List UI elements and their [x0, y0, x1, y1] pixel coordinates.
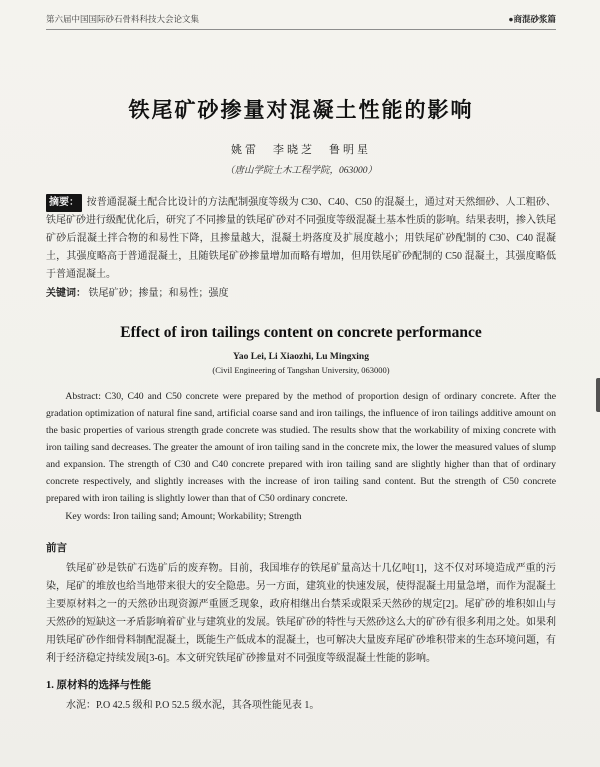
running-head-right: ●商混砂浆篇	[508, 14, 556, 24]
english-title: Effect of iron tailings content on concrete performance	[120, 324, 482, 341]
abstract-label: 摘要：	[46, 194, 82, 212]
affiliation-line: （唐山学院土木工程学院，063000）	[224, 166, 377, 176]
section-body-materials: 水泥：P.O 42.5 级和 P.O 52.5 级水泥，其各项性能见表 1。	[66, 700, 320, 711]
keywords-line	[46, 285, 556, 303]
section-heading-intro: 前言	[46, 543, 67, 554]
scan-artifact	[596, 378, 600, 412]
english-keywords: Key words: Iron tailing sand; Amount; Workability; Strength	[65, 511, 302, 522]
english-affiliation: (Civil Engineering of Tangshan University, 063000)	[212, 365, 390, 375]
english-abstract: Abstract: C30, C40 and C50 concrete were prepared by the method of proportion design of ordinary concrete. After the gradation optimization of natural fine sand, artificial coarse sand and iron tailings, the influence of iron tailings additive amount on the basic properties of various strength grade concrete was studied. The results show that the workability of mixing concrete with iron tailing sand decreases. The greater the amount of iron tailing sand in the concrete mix, the lower the measured values of slump and expansion. The strength of C30 and C40 concrete prepared with iron tailing sand are slightly higher than that of ordinary concrete respectively, and slightly increases with the increase of iron tailing sand content. But the strength of C50 concrete prepared with iron tailing is slightly lower than that of C50 ordinary concrete.	[46, 391, 556, 504]
article-title: 铁尾矿砂掺量对混凝土性能的影响	[128, 98, 474, 122]
section-heading-materials: 1. 原材料的选择与性能	[46, 680, 151, 691]
abstract-text: 按普通混凝土配合比设计的方法配制强度等级为 C30、C40、C50 的混凝土，通过对天然细砂、人工粗砂、铁尾矿砂进行级配优化后，研究了不同掺量的铁尾矿砂对不同强度等级混凝土基本性质的影响。结果表明，掺入铁尾矿砂后混凝土拌合物的和易性下降，且掺量越大，混凝土坍落度及扩展度越小；用铁尾矿砂配制的 C30、C40 混凝土，其强度略高于普通混凝土，且随铁尾矿砂掺量增加而略有增加，但用铁尾矿砂配制的 C50 混凝土，其强度略低于普通混凝土。	[46, 197, 557, 280]
running-head-left: 第六届中国国际砂石骨料科技大会论文集	[46, 14, 200, 24]
authors-line: 姚雷 李晓芝 鲁明星	[231, 144, 371, 156]
section-body-intro: 铁尾矿砂是铁矿石选矿后的废弃物。目前，我国堆存的铁尾矿量高达十几亿吨[1]，这不仅对环境造成严重的污染，尾矿的堆放也给当地带来很大的安全隐患。另一方面，建筑业的快速发展，使得混凝土用量急增，而作为混凝土主要原材料之一的天然砂出现资源严重匮乏现象，政府相继出台禁采或限采天然砂的规定[2]。尾矿砂的堆积如山与天然砂的短缺这一矛盾影响着矿业与建筑业的发展。铁尾矿砂的特性与天然砂这么大的矿砂有很多利用之处。如果利用铁尾矿砂作细骨料制配混凝土，既能生产低成本的混凝土，也可解决大量废弃尾矿砂堆积带来的生态环境问题，有利于经济稳定持续发展[3-6]。本文研究铁尾矿砂掺量对不同强度等级混凝土性能的影响。	[46, 563, 556, 664]
running-head	[46, 13, 556, 30]
english-authors: Yao Lei, Li Xiaozhi, Lu Mingxing	[233, 352, 369, 362]
keywords-label: 关键词：	[46, 288, 86, 299]
keywords-text: 铁尾矿砂；掺量；和易性；强度	[88, 288, 229, 299]
abstract-paragraph	[46, 194, 556, 284]
